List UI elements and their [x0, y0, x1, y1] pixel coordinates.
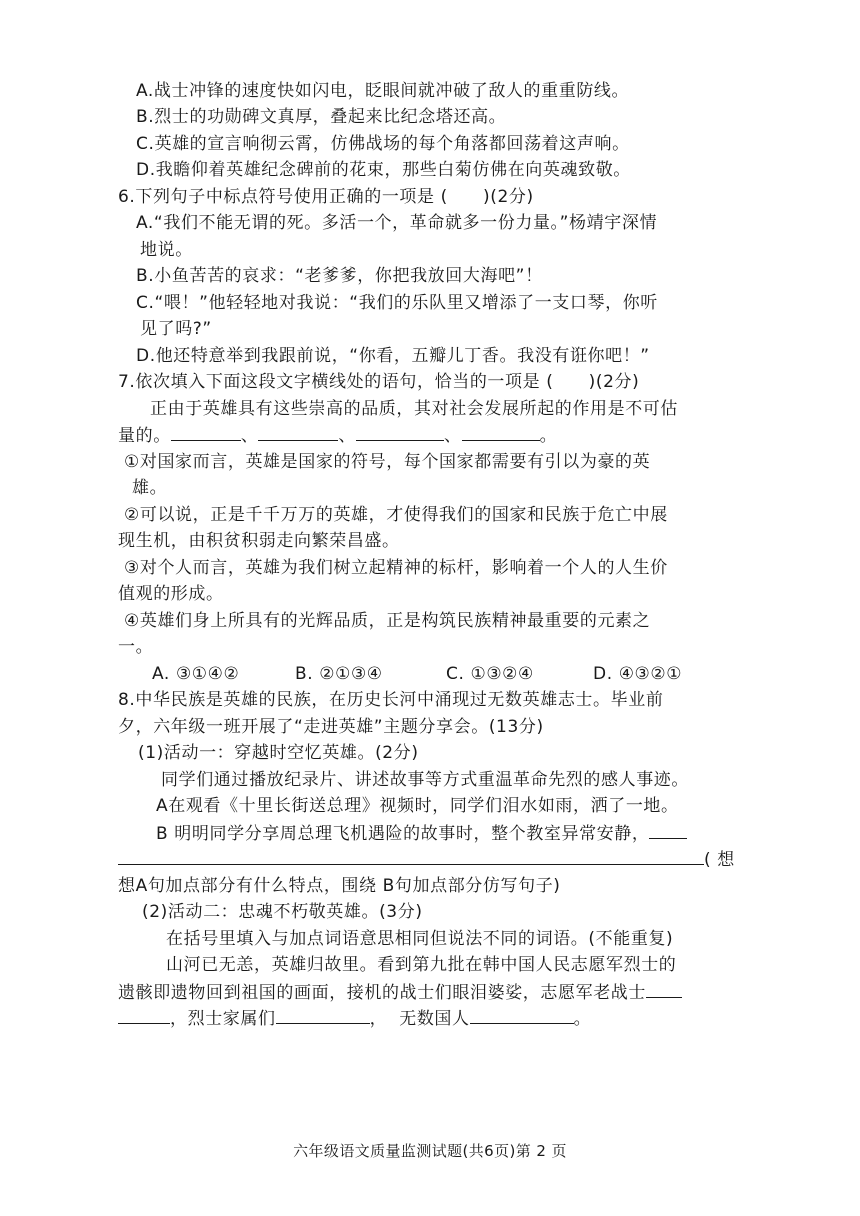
q8-part2-title: (2)活动二：忠魂不朽敬英雄。(3分): [142, 902, 423, 922]
q7-paragraph-prefix: 量的。: [118, 426, 171, 446]
q8-part1-answer-blank[interactable]: [649, 820, 687, 839]
q6-option-c: C.“喂！”他轻轻地对我说：“我们的乐队里又增添了一支口琴，你听: [136, 293, 658, 313]
q7-sentence-2: ②可以说，正是千千万万的英雄，才使得我们的国家和民族于危亡中展: [124, 505, 668, 525]
q8-part2-text-a: ，烈士家属们: [170, 1009, 276, 1029]
q8-part1-answer-line: [118, 846, 735, 873]
q6-stem: 6.下列句子中标点符号使用正确的一项是 ( )(2分): [118, 187, 534, 207]
q6-option-b: B.小鱼苦苦的哀求：“老爹爹，你把我放回大海吧”！: [136, 266, 543, 286]
q7-paragraph-end: 。: [539, 426, 558, 446]
q8-part1-answer-blank-2[interactable]: [118, 846, 704, 865]
q7-sentence-3: ③对个人而言，英雄为我们树立起精神的标杆，影响着一个人的人生价: [124, 558, 668, 578]
page-footer: 六年级语文质量监测试题(共6页)第 2 页: [293, 1142, 567, 1160]
q8-part1-hint-open: ( 想: [704, 850, 735, 870]
q8-part1-title: (1)活动一：穿越时空忆英雄。(2分): [138, 743, 419, 763]
q8-stem-cont: 夕，六年级一班开展了“走进英雄”主题分享会。(13分): [118, 717, 544, 737]
q8-part2-blank-1[interactable]: [646, 979, 682, 998]
q6-option-a: A.“我们不能无谓的死。多活一个，革命就多一份力量。”杨靖宇深情: [136, 213, 658, 233]
q7-blank-4[interactable]: [462, 422, 540, 441]
q8-part2-text-end: 。: [573, 1009, 592, 1029]
q8-part1-intro: 同学们通过播放纪录片、讲述故事等方式重温革命先烈的感人事迹。: [161, 770, 689, 790]
q6-option-d: D.他还特意举到我跟前说，“你看，五瓣儿丁香。我没有诳你吧！”: [136, 346, 650, 366]
q7-sep-1: 、: [240, 426, 259, 446]
q7-sentence-4-cont: 一。: [118, 637, 154, 657]
q6-option-c-cont: 见了吗?”: [140, 319, 212, 339]
q7-sentence-3-cont: 值观的形成。: [118, 584, 224, 604]
q7-choice-b[interactable]: B. ②①③④: [295, 664, 383, 684]
q8-part2-blank-3[interactable]: [470, 1005, 574, 1024]
q7-stem: 7.依次填入下面这段文字横线处的语句，恰当的一项是 ( )(2分): [118, 372, 640, 392]
q7-blank-1[interactable]: [171, 422, 241, 441]
q7-choice-c[interactable]: C. ①③②④: [446, 664, 534, 684]
q6-option-a-cont: 地说。: [140, 240, 193, 260]
q7-sentence-1-cont: 雄。: [132, 478, 168, 498]
q8-part1-sentence-b-text: B 明明同学分享周总理飞机遇险的故事时，整个教室异常安静，: [156, 824, 650, 844]
q8-part2-blank-line: [118, 1005, 591, 1032]
q7-sep-2: 、: [338, 426, 357, 446]
q8-part2-passage: 山河已无恙，英雄归故里。看到第九批在韩中国人民志愿军烈士的: [166, 955, 677, 975]
q7-choice-a[interactable]: A. ③①④②: [152, 664, 240, 684]
q8-part1-sentence-b: [156, 820, 687, 847]
q8-part2-text-c: 无数国人: [399, 1009, 470, 1029]
q5-option-c: C.英雄的宣言响彻云霄，仿佛战场的每个角落都回荡着这声响。: [136, 134, 630, 154]
q5-option-d: D.我瞻仰着英雄纪念碑前的花束，那些白菊仿佛在向英魂致敬。: [136, 160, 631, 180]
q7-blank-2[interactable]: [258, 422, 338, 441]
q8-part1-hint: 想A句加点部分有什么特点，围绕 B句加点部分仿写句子): [118, 876, 561, 896]
q5-option-b: B.烈士的功勋碑文真厚，叠起来比纪念塔还高。: [136, 107, 507, 127]
q8-part2-passage-text: 遗骸即遗物回到祖国的画面，接机的战士们眼泪婆娑，志愿军老战士: [118, 983, 646, 1003]
q8-part2-blank-1-cont[interactable]: [118, 1005, 170, 1024]
q7-blank-3[interactable]: [356, 422, 444, 441]
q8-part2-instruction: 在括号里填入与加点词语意思相同但说法不同的词语。(不能重复): [166, 929, 674, 949]
q7-sentence-2-cont: 现生机，由积贫积弱走向繁荣昌盛。: [118, 531, 400, 551]
q7-paragraph-blanks: [118, 422, 557, 449]
q8-part2-blank-2[interactable]: [276, 1005, 370, 1024]
q7-sep-3: 、: [444, 426, 462, 446]
q8-part2-passage-cont: [118, 979, 682, 1006]
q8-stem: 8.中华民族是英雄的民族，在历史长河中涌现过无数英雄志士。毕业前: [118, 690, 664, 710]
q5-option-a: A.战士冲锋的速度快如闪电，眨眼间就冲破了敌人的重重防线。: [136, 81, 630, 101]
q7-choice-d[interactable]: D. ④③②①: [593, 664, 683, 684]
q7-sentence-4: ④英雄们身上所具有的光辉品质，正是构筑民族精神最重要的元素之: [124, 611, 651, 631]
q8-part1-sentence-a: A在观看《十里长街送总理》视频时，同学们泪水如雨，洒了一地。: [156, 796, 679, 816]
q7-paragraph: 正由于英雄具有这些崇高的品质，其对社会发展所起的作用是不可估: [150, 399, 678, 419]
q7-sentence-1: ①对国家而言，英雄是国家的符号，每个国家都需要有引以为豪的英: [124, 452, 651, 472]
q8-part2-text-b: ，: [369, 1009, 388, 1029]
